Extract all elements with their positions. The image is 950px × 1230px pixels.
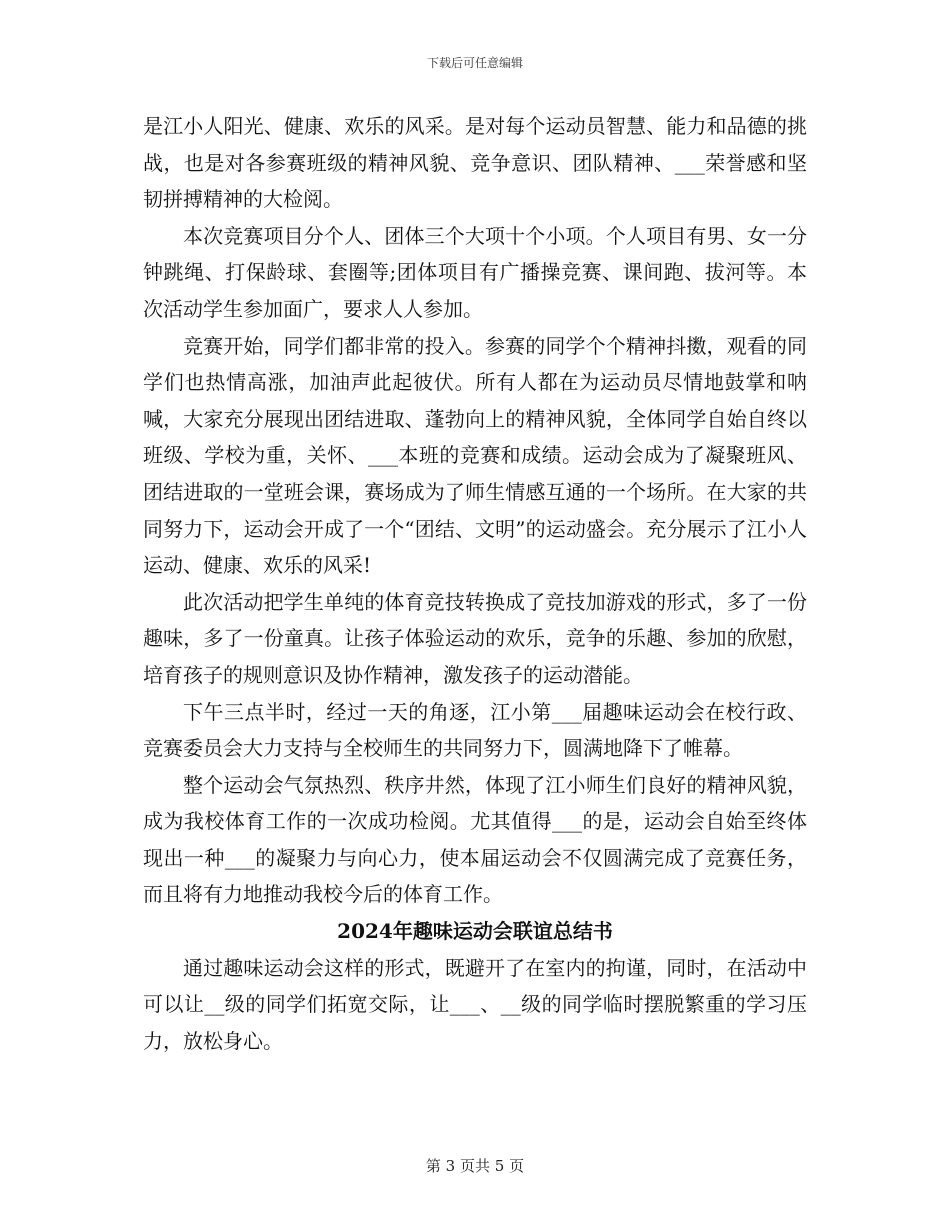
page-header: 下载后可任意编辑: [426, 56, 523, 70]
paragraph-1: 是江小人阳光、健康、欢乐的风采。是对每个运动员智慧、能力和品德的挑战，也是对各参赛班级的精神风貌、竞争意识、团队精神、___荣誉感和坚韧拼搏精神的大检阅。: [143, 114, 807, 212]
paragraph-6: 整个运动会气氛热烈、秩序井然，体现了江小师生们良好的精神风貌，成为我校体育工作的一次成功检阅。尤其值得___的是，运动会自始至终体现出一种___的凝聚力与向心力，使本届运动会不仅圆满完成了竞赛任务，而且将有力地推动我校今后的体育工作。: [143, 772, 807, 907]
section-title: 2024年趣味运动会联谊总结书: [337, 919, 613, 944]
paragraph-2: 本次竞赛项目分个人、团体三个大项十个小项。个人项目有男、女一分钟跳绳、打保龄球、套圈等;团体项目有广播操竞赛、课间跑、拔河等。本次活动学生参加面广，要求人人参加。: [143, 223, 807, 321]
document-body: [143, 108, 807, 1059]
paragraph-3: 竞赛开始，同学们都非常的投入。参赛的同学个个精神抖擞，观看的同学们也热情高涨，加油声此起彼伏。所有人都在为运动员尽情地鼓掌和呐喊，大家充分展现出团结进取、蓬勃向上的精神风貌，全体同学自始自终以班级、学校为重，关怀、___本班的竞赛和成绩。运动会成为了凝聚班风、团结进取的一堂班会课，赛场成为了师生情感互通的一个场所。在大家的共同努力下，运动会开成了一个“团结、文明”的运动盛会。充分展示了江小人运动、健康、欢乐的风采!: [143, 333, 807, 578]
page-number: 第 3 页共 5 页: [425, 1157, 525, 1175]
paragraph-4: 此次活动把学生单纯的体育竞技转换成了竞技加游戏的形式，多了一份趣味，多了一份童真。让孩子体验运动的欢乐，竞争的乐趣、参加的欣慰，培育孩子的规则意识及协作精神，激发孩子的运动潜能。: [143, 589, 807, 687]
section-paragraph-1: 通过趣味运动会这样的形式，既避开了在室内的拘谨，同时，在活动中可以让__级的同学们拓宽交际，让___、__级的同学临时摆脱繁重的学习压力，放松身心。: [143, 955, 807, 1053]
paragraph-5: 下午三点半时，经过一天的角逐，江小第___届趣味运动会在校行政、竞赛委员会大力支持与全校师生的共同努力下，圆满地降下了帷幕。: [143, 699, 807, 761]
